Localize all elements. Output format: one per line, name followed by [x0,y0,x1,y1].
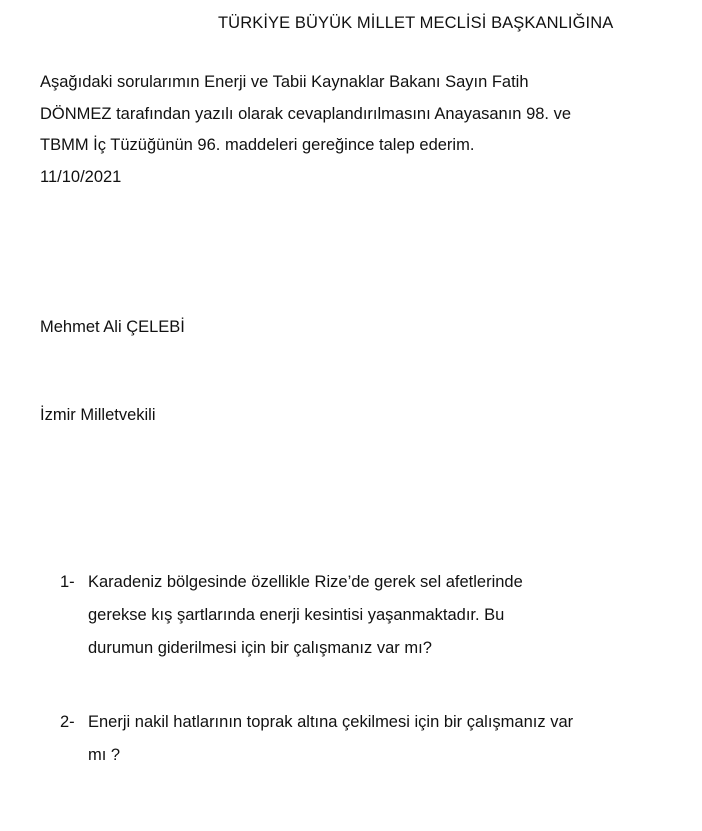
question-line: Karadeniz bölgesinde özellikle Rize’de gerek sel afetlerinde [88,573,523,591]
question-line: gerekse kış şartlarında enerji kesintisi yaşanmaktadır. Bu [88,606,505,624]
question-line: Enerji nakil hatlarının toprak altına çekilmesi için bir çalışmanız var [88,713,574,731]
signer-title: İzmir Milletvekili [40,406,156,424]
question-line: mı ? [88,746,121,764]
question-number: 1- [60,573,75,591]
intro-line: Aşağıdaki sorularımın Enerji ve Tabii Kaynaklar Bakanı Sayın Fatih [40,73,529,91]
intro-line: TBMM İç Tüzüğünün 96. maddeleri gereğince talep ederim. [40,136,475,154]
intro-line: DÖNMEZ tarafından yazılı olarak cevaplandırılmasını Anayasanın 98. ve [40,104,572,123]
question-item [60,706,680,772]
document-heading: TÜRKİYE BÜYÜK MİLLET MECLİSİ BAŞKANLIĞINA [218,14,614,32]
document-date: 11/10/2021 [40,167,122,186]
question-text [88,706,573,772]
question-number: 2- [60,713,75,731]
question-text [88,566,523,665]
signer-name: Mehmet Ali ÇELEBİ [40,318,185,336]
intro-paragraph [40,67,680,193]
question-item [60,566,680,665]
question-line: durumun giderilmesi için bir çalışmanız var mı? [88,639,432,657]
